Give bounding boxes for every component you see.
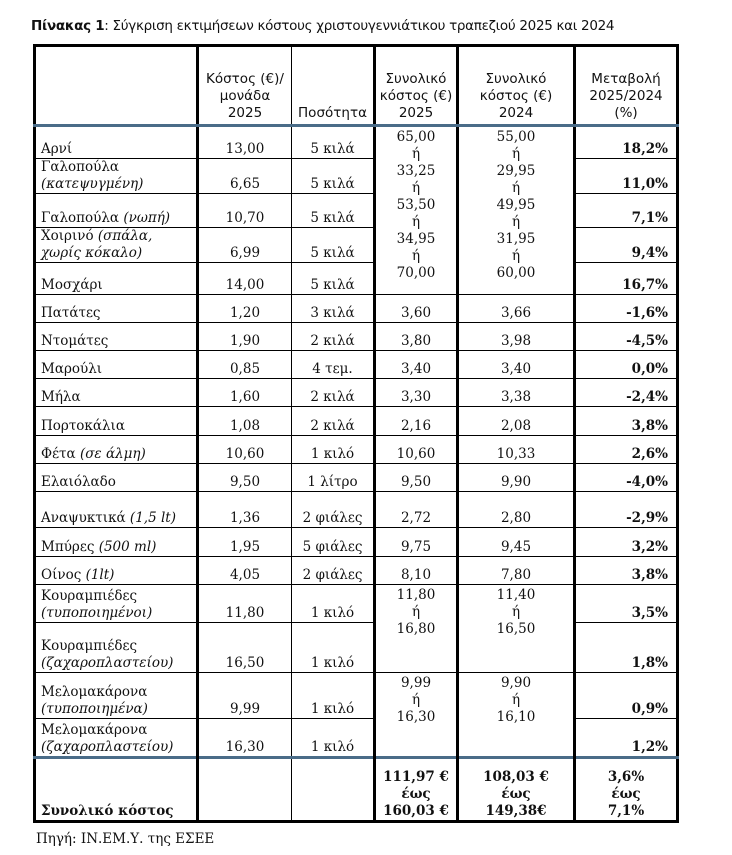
total-2025-cell: 8,10 [375,557,458,585]
unit-cost-cell: 1,60 [198,379,292,407]
unit-cost-cell: 16,30 [198,719,292,758]
total-2025-value: 34,95 [396,231,436,247]
table-row [35,464,678,492]
change-cell: 3,8% [575,557,678,585]
total-2024-value: 9,90 [500,675,532,691]
quantity-cell: 5 φιάλες [292,528,375,557]
total-2024-cell: 3,98 [458,323,575,351]
item-name-text: Κουραμπιέδες [41,588,138,604]
header-total-2024: Συνολικό κόστος (€) 2024 [458,46,575,126]
table-caption [31,18,614,34]
unit-cost-cell: 1,08 [198,407,292,436]
unit-cost-cell: 1,36 [198,492,292,528]
total-2024-min: 108,03 € [483,769,549,785]
item-name-detail: (1,5 lt) [129,510,176,526]
change-cell: -4,5% [575,323,678,351]
total-2025-cell: 10,60 [375,436,458,464]
total-2024-cell: 2,08 [458,407,575,436]
change-cell: 3,5% [575,585,678,623]
total-2024-value: 11,40 [496,587,536,603]
item-name-detail: (ζαχαροπλαστείου) [41,655,174,671]
table-row [35,263,678,295]
total-2024-value: 16,50 [496,621,536,637]
item-name-text: Ελαιόλαδο [41,474,116,490]
unit-cost-cell: 11,80 [198,585,292,623]
total-2025-cell: 2,72 [375,492,458,528]
item-name-text: Μοσχάρι [41,277,103,293]
quantity-cell: 1 κιλό [292,719,375,758]
change-cell: 3,8% [575,407,678,436]
table-row [35,228,678,263]
total-2024-value: 60,00 [496,265,536,281]
table-row [35,557,678,585]
or-word: ή [411,180,421,196]
total-2025-merged-cell [375,673,458,758]
unit-cost-cell: 1,95 [198,528,292,557]
item-name-text: Χοιρινό [41,228,94,244]
item-name-detail: (νωπή) [123,210,171,226]
table-row [35,492,678,528]
table-row [35,126,678,159]
unit-cost-cell: 9,50 [198,464,292,492]
or-word: ή [411,604,421,620]
table-row [35,379,678,407]
change-cell: -4,0% [575,464,678,492]
unit-cost-cell: 0,85 [198,351,292,379]
header-unit-cost: Κόστος (€)/ μονάδα 2025 [198,46,292,126]
item-name-detail: (1lt) [85,567,115,583]
total-2024-cell: 7,80 [458,557,575,585]
total-2024-merged-cell [458,585,575,673]
total-2024-range [458,758,575,822]
total-2025-cell: 9,50 [375,464,458,492]
item-name-text: Μελομακάρονα [41,722,148,738]
total-row [35,758,678,822]
quantity-cell: 1 κιλό [292,436,375,464]
total-2024-value: 16,10 [496,709,536,725]
total-2024-cell: 3,66 [458,295,575,323]
or-word: ή [511,146,521,162]
range-word: έως [501,786,531,802]
quantity-cell: 5 κιλά [292,263,375,295]
or-word: ή [511,214,521,230]
item-name [35,126,198,159]
item-name-text: Μελομακάρονα [41,684,148,700]
quantity-cell: 4 τεμ. [292,351,375,379]
total-2025-merged-cell [375,585,458,673]
or-word: ή [511,180,521,196]
unit-cost-cell: 1,20 [198,295,292,323]
unit-cost-cell: 1,90 [198,323,292,351]
item-name [35,623,198,673]
unit-cost-cell: 10,60 [198,436,292,464]
item-name-text: Κουραμπιέδες [41,638,138,654]
item-name-detail: (σπάλα, χωρίς κόκαλο) [41,228,153,261]
table-row [35,194,678,228]
item-name-text: Γαλοπούλα [41,210,120,226]
item-name [35,464,198,492]
table-row [35,351,678,379]
total-empty-cell [292,758,375,822]
total-2025-value: 9,99 [400,675,432,691]
change-cell: 0,9% [575,673,678,719]
item-name-detail: (ζαχαροπλαστείου) [41,739,174,755]
item-name-detail: (τυποποιημένα) [41,701,148,717]
quantity-cell: 1 κιλό [292,673,375,719]
quantity-cell: 5 κιλά [292,159,375,194]
change-min: 3,6% [607,769,645,785]
table-row [35,323,678,351]
cost-comparison-table [33,44,679,823]
item-name-text: Μαρούλι [41,361,103,377]
unit-cost-cell: 10,70 [198,194,292,228]
quantity-cell: 5 κιλά [292,228,375,263]
total-2024-cell: 9,90 [458,464,575,492]
item-name-detail: (τυποποιημένοι) [41,605,153,621]
item-name-detail: (σε άλμη) [79,446,146,462]
item-name-text: Πορτοκάλια [41,418,125,434]
table-row [35,159,678,194]
item-name-text: Μπύρες [41,539,95,555]
item-name-text: Γαλοπούλα [41,159,120,175]
range-word: έως [611,786,641,802]
unit-cost-cell: 6,99 [198,228,292,263]
or-word: ή [511,692,521,708]
change-cell: -1,6% [575,295,678,323]
item-name-text: Πατάτες [41,305,101,321]
total-2025-max: 160,03 € [383,803,449,819]
quantity-cell: 1 λίτρο [292,464,375,492]
or-word: ή [411,214,421,230]
table-row [35,295,678,323]
item-name [35,379,198,407]
table-row [35,719,678,758]
quantity-cell: 1 κιλό [292,585,375,623]
change-cell: 9,4% [575,228,678,263]
total-label: Συνολικό κόστος [35,758,198,822]
item-name [35,557,198,585]
total-2024-cell: 10,33 [458,436,575,464]
total-2025-value: 65,00 [396,129,436,145]
item-name-detail: (κατεψυγμένη) [41,176,144,192]
total-2025-value: 11,80 [396,587,436,603]
total-2025-value: 33,25 [396,163,436,179]
total-2024-cell: 9,45 [458,528,575,557]
unit-cost-cell: 16,50 [198,623,292,673]
source-note: Πηγή: ΙΝ.ΕΜ.Υ. της ΕΣΕΕ [36,831,215,847]
or-word: ή [511,604,521,620]
change-cell: -2,4% [575,379,678,407]
table-row [35,673,678,719]
total-2025-cell: 3,80 [375,323,458,351]
unit-cost-cell: 9,99 [198,673,292,719]
item-name [35,159,198,194]
item-name [35,295,198,323]
item-name [35,323,198,351]
total-2024-value: 29,95 [496,163,536,179]
total-2024-max: 149,38€ [485,803,547,819]
change-cell: 16,7% [575,263,678,295]
or-word: ή [511,248,521,264]
unit-cost-cell: 6,65 [198,159,292,194]
header-row [35,46,678,126]
change-cell: 2,6% [575,436,678,464]
table-row [35,407,678,436]
item-name [35,228,198,263]
total-2024-cell: 2,80 [458,492,575,528]
item-name [35,719,198,758]
or-word: ή [411,248,421,264]
quantity-cell: 2 κιλά [292,379,375,407]
change-cell: -2,9% [575,492,678,528]
total-2025-min: 111,97 € [383,769,449,785]
total-2025-value: 53,50 [396,197,436,213]
change-cell: 11,0% [575,159,678,194]
item-name-text: Οίνος [41,567,82,583]
unit-cost-cell: 4,05 [198,557,292,585]
table-row [35,585,678,623]
caption-text: : Σύγκριση εκτιμήσεων κόστους χριστουγεννιάτικου τραπεζιού 2025 και 2024 [104,18,615,34]
total-empty-cell [198,758,292,822]
quantity-cell: 2 κιλά [292,407,375,436]
item-name-text: Φέτα [41,446,76,462]
quantity-cell: 2 φιάλες [292,557,375,585]
quantity-cell: 5 κιλά [292,194,375,228]
quantity-cell: 5 κιλά [292,126,375,159]
total-2024-value: 49,95 [496,197,536,213]
item-name [35,263,198,295]
total-2024-merged-cell [458,126,575,295]
quantity-cell: 3 κιλά [292,295,375,323]
change-cell: 1,8% [575,623,678,673]
quantity-cell: 2 φιάλες [292,492,375,528]
total-2025-cell: 2,16 [375,407,458,436]
change-max: 7,1% [607,803,645,819]
header-item [35,46,198,126]
total-2024-cell: 3,40 [458,351,575,379]
item-name [35,407,198,436]
total-2025-value: 70,00 [396,265,436,281]
header-quantity: Ποσότητα [292,46,375,126]
item-name [35,528,198,557]
item-name-detail: (500 ml) [98,539,157,555]
change-cell: 18,2% [575,126,678,159]
total-change-range [575,758,678,822]
item-name-text: Αρνί [41,141,73,157]
total-2025-value: 16,30 [396,709,436,725]
total-2025-value: 16,80 [396,621,436,637]
change-cell: 0,0% [575,351,678,379]
item-name [35,673,198,719]
total-2025-range [375,758,458,822]
or-word: ή [411,692,421,708]
item-name-text: Μήλα [41,389,81,405]
item-name-text: Αναψυκτικά [41,510,126,526]
or-word: ή [411,146,421,162]
table-row [35,436,678,464]
total-2024-value: 31,95 [496,231,536,247]
range-word: έως [401,786,431,802]
table-row [35,623,678,673]
change-cell: 7,1% [575,194,678,228]
item-name [35,194,198,228]
item-name [35,436,198,464]
header-total-2025: Συνολικό κόστος (€) 2025 [375,46,458,126]
total-2025-cell: 3,40 [375,351,458,379]
header-change: Μεταβολή 2025/2024 (%) [575,46,678,126]
total-2025-cell: 3,60 [375,295,458,323]
total-2024-value: 55,00 [496,129,536,145]
change-cell: 1,2% [575,719,678,758]
total-2025-cell: 3,30 [375,379,458,407]
unit-cost-cell: 14,00 [198,263,292,295]
table-row [35,528,678,557]
total-2025-merged-cell [375,126,458,295]
total-2024-merged-cell [458,673,575,758]
item-name [35,492,198,528]
item-name [35,585,198,623]
total-2024-cell: 3,38 [458,379,575,407]
total-2025-cell: 9,75 [375,528,458,557]
quantity-cell: 2 κιλά [292,323,375,351]
unit-cost-cell: 13,00 [198,126,292,159]
caption-label: Πίνακας 1 [31,18,105,34]
change-cell: 3,2% [575,528,678,557]
quantity-cell: 1 κιλό [292,623,375,673]
item-name [35,351,198,379]
item-name-text: Ντομάτες [41,333,109,349]
